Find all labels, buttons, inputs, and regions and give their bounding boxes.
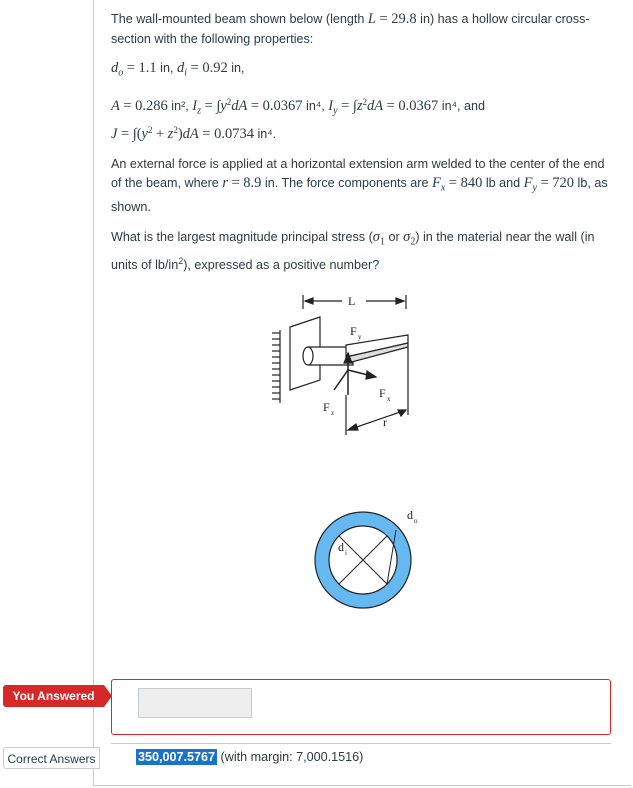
margin-text: (with margin: 7,000.1516) — [220, 750, 364, 764]
correct-answer-value: 350,007.5767 — [138, 750, 216, 764]
properties-line-1: A = 0.286 in², $I_z = \int y^2dA = 0.0367$ in⁴, $I_y = \int z^2dA = 0.0367$ in⁴, and — [111, 97, 486, 117]
label-do: d — [407, 508, 413, 522]
properties-line-2: $J = \int(y^2 + z^2)dA = 0.0734$ in⁴. — [111, 125, 277, 143]
label-Fx: F — [379, 386, 386, 400]
label-do-sub: o — [414, 517, 418, 525]
label-L: L — [348, 294, 356, 308]
beam-figure — [268, 285, 428, 615]
correct-answer-line — [136, 750, 363, 764]
label-Fz: F — [323, 400, 330, 414]
label-Fy: F — [350, 324, 357, 338]
label-Fz-sub: z — [331, 409, 335, 417]
divider — [111, 743, 611, 744]
intro-text: The wall-mounted beam shown below (length L = 29.8 in) has a hollow circular cross-section with the following properties: — [111, 11, 590, 46]
label-di-sub: i — [345, 549, 347, 557]
correct-answers-badge: Correct Answers — [3, 747, 100, 769]
diameters-line: $d_o = 1.1$ in, $d_i = 0.92$ in, — [111, 60, 245, 79]
label-Fx-sub: x — [387, 395, 391, 403]
answer-box — [111, 679, 611, 735]
question-text — [111, 10, 611, 276]
force-text: An external force is applied at a horizontal extension arm welded to the center of the end of the beam, where r = 8.9 in. The force components are $F_x = 840$ lb and $F_y = 720$ lb, as shown. — [111, 156, 608, 215]
label-Fy-sub: y — [358, 333, 362, 341]
ask-text: What is the largest magnitude principal stress ($\sigma_1$ or $\sigma_2$) in the material near the wall (in units of $lb/in^2$), expressed as a positive number? — [111, 228, 595, 273]
answer-input[interactable] — [138, 688, 252, 718]
label-r: r — [383, 415, 387, 429]
label-di: d — [338, 540, 344, 554]
you-answered-badge: You Answered — [3, 685, 104, 707]
wall-hatch — [272, 333, 280, 399]
